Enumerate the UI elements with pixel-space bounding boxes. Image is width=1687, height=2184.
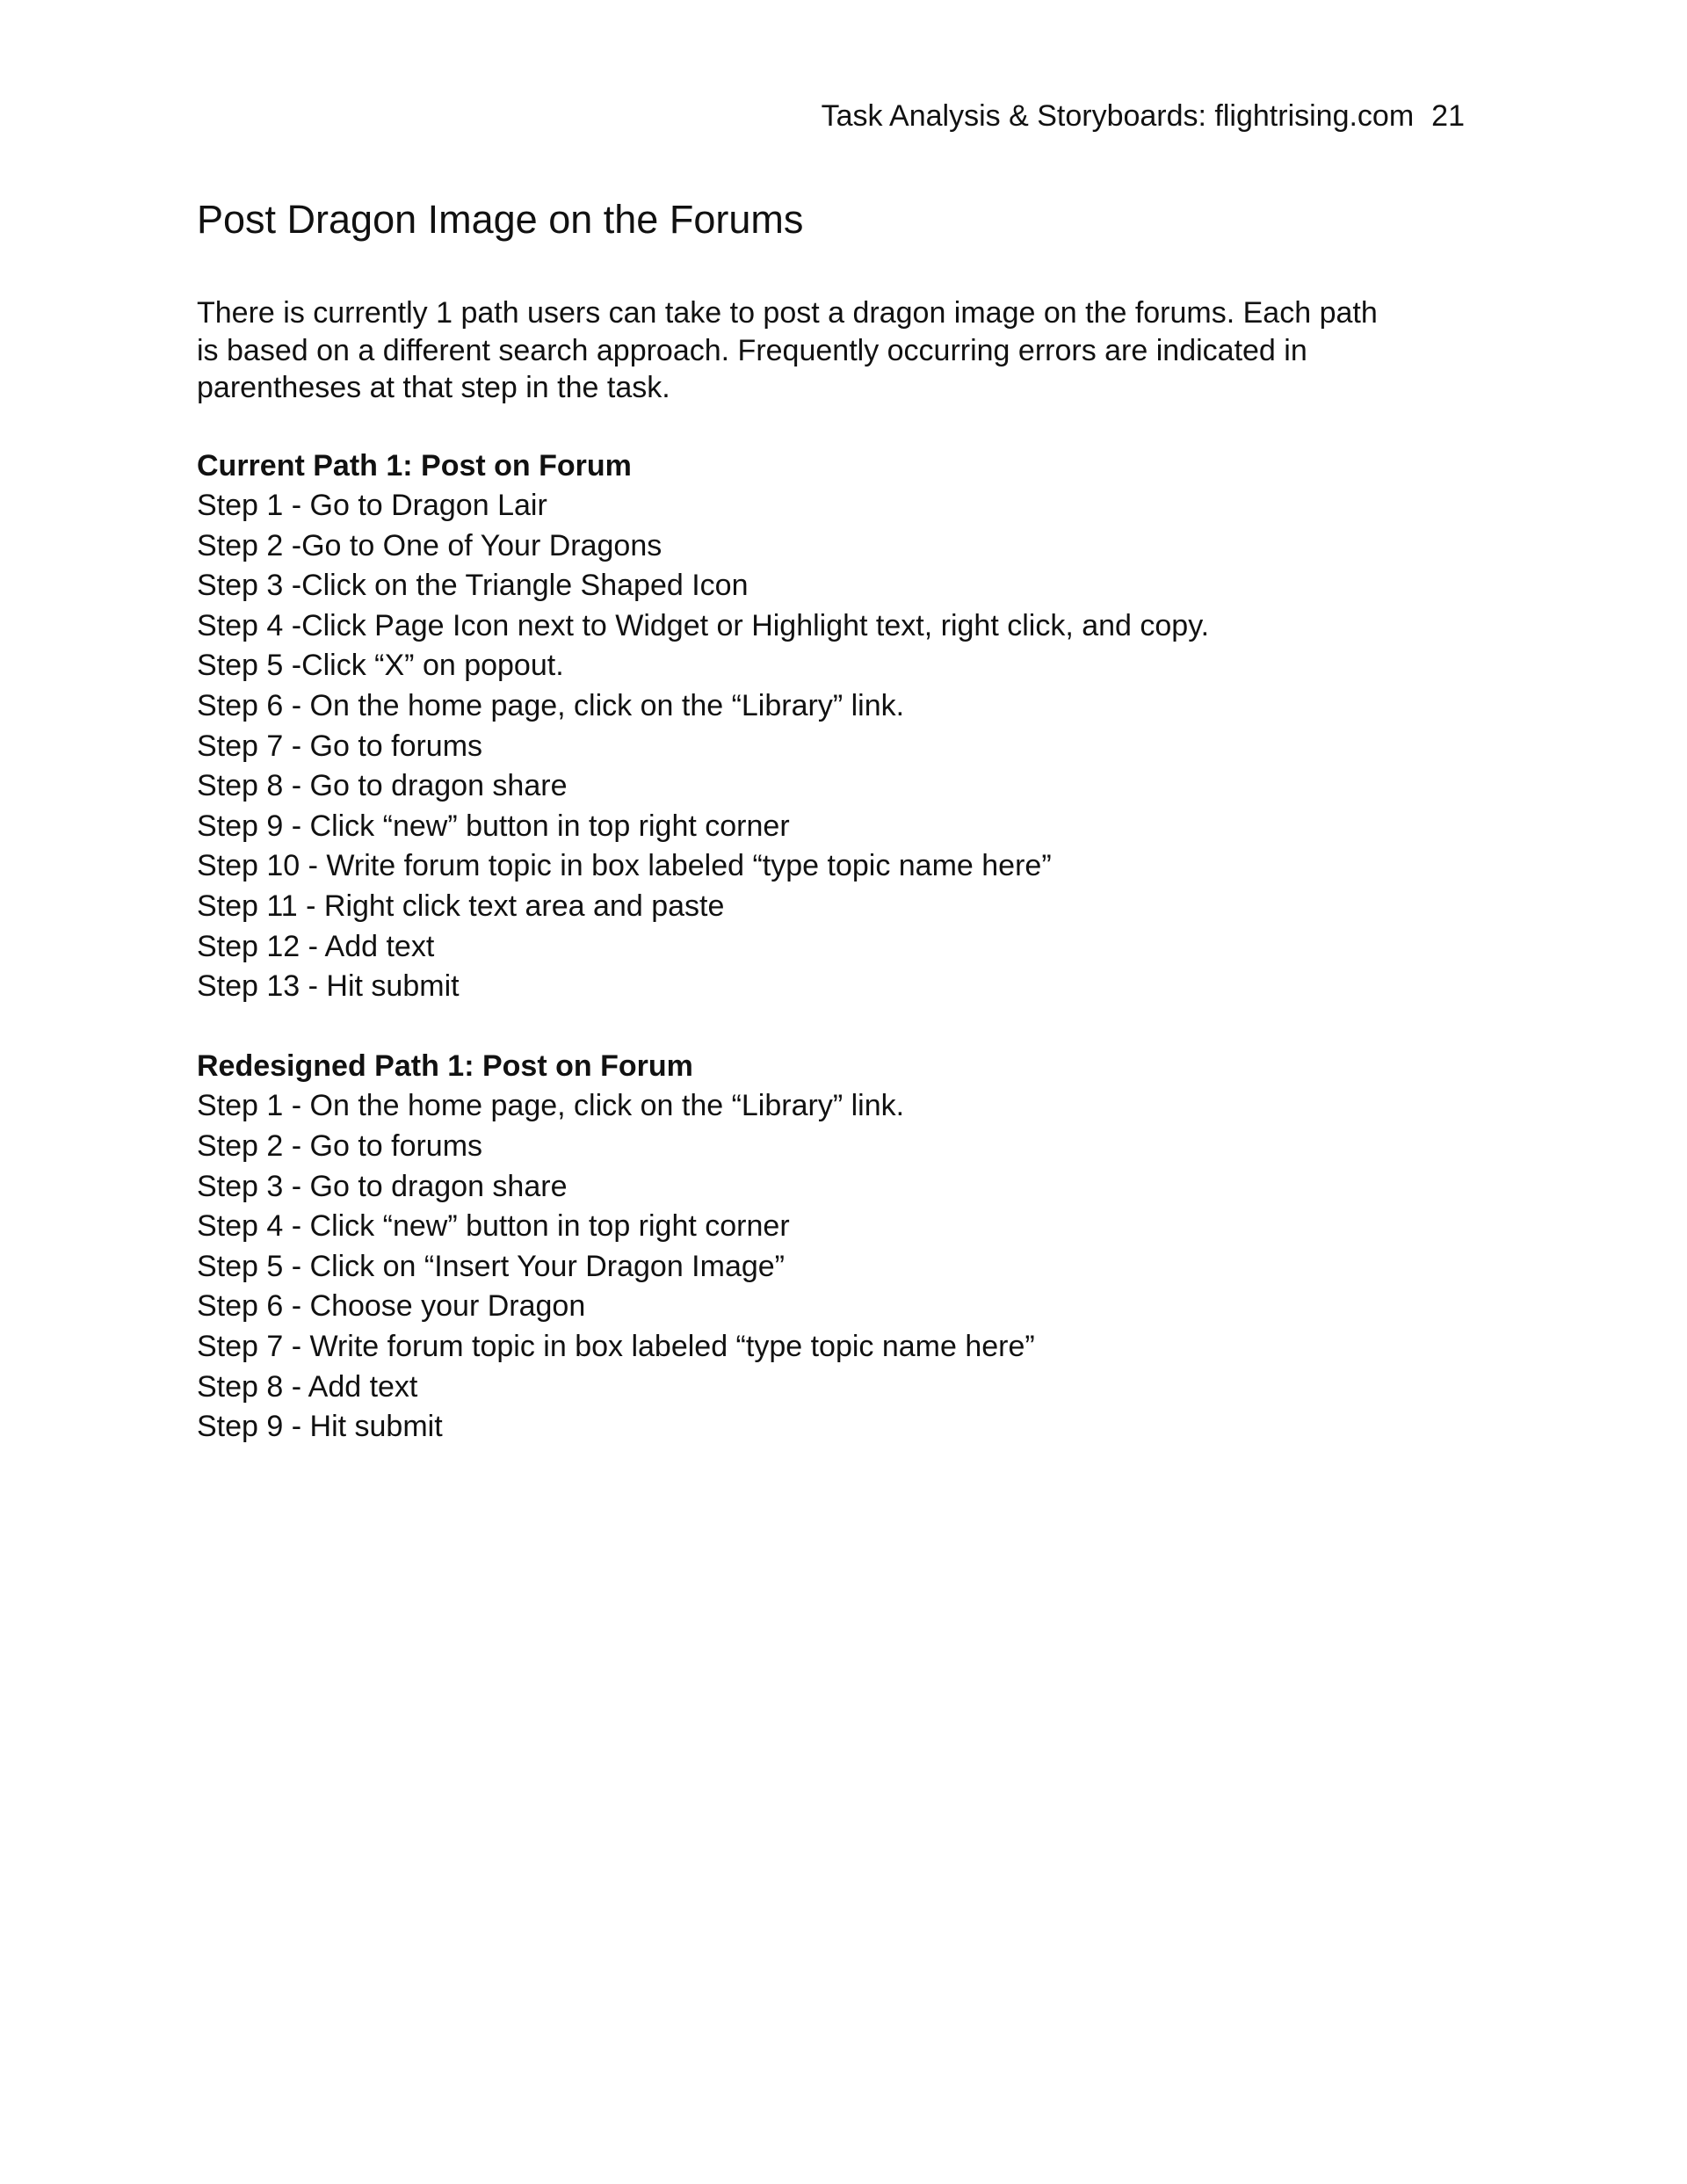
intro-paragraph: There is currently 1 path users can take to post a dragon image on the forums. Each path is based on a different search approach. Frequently occurring errors are indicated in parentheses at that step in the task. <box>197 296 1378 404</box>
current-path-steps <box>197 486 1462 1007</box>
step-item: Step 9 - Click “new” button in top right corner <box>197 809 790 843</box>
document-body <box>197 195 1462 1448</box>
step-item: Step 6 - Choose your Dragon <box>197 1289 586 1324</box>
page-title: Post Dragon Image on the Forums <box>197 197 804 242</box>
redesigned-path-steps <box>197 1086 1462 1447</box>
step-item: Step 8 - Go to dragon share <box>197 769 568 803</box>
step-item: Step 2 -Go to One of Your Dragons <box>197 528 662 562</box>
step-item: Step 13 - Hit submit <box>197 969 460 1004</box>
running-title: Task Analysis & Storyboards: flightrising.com <box>821 99 1415 133</box>
step-item: Step 3 - Go to dragon share <box>197 1169 568 1203</box>
step-item: Step 7 - Go to forums <box>197 729 483 763</box>
step-item: Step 2 - Go to forums <box>197 1129 483 1163</box>
step-item: Step 3 -Click on the Triangle Shaped Icon <box>197 569 749 603</box>
step-item: Step 4 - Click “new” button in top right corner <box>197 1209 790 1244</box>
step-item: Step 12 - Add text <box>197 929 435 963</box>
step-item: Step 8 - Add text <box>197 1369 418 1404</box>
step-item: Step 5 - Click on “Insert Your Dragon Image” <box>197 1249 785 1283</box>
step-item: Step 4 -Click Page Icon next to Widget or Highlight text, right click, and copy. <box>197 608 1210 642</box>
current-path-section <box>197 446 1462 1007</box>
step-item: Step 5 -Click “X” on popout. <box>197 649 564 683</box>
step-item: Step 7 - Write forum topic in box labeled “type topic name here” <box>197 1329 1035 1363</box>
step-item: Step 1 - Go to Dragon Lair <box>197 489 547 523</box>
redesigned-path-section <box>197 1047 1462 1448</box>
redesigned-path-heading: Redesigned Path 1: Post on Forum <box>197 1048 693 1083</box>
page-header <box>822 98 1465 134</box>
step-item: Step 9 - Hit submit <box>197 1410 443 1444</box>
step-item: Step 1 - On the home page, click on the “Library” link. <box>197 1089 905 1123</box>
page-number: 21 <box>1431 99 1465 133</box>
step-item: Step 11 - Right click text area and paste <box>197 889 725 924</box>
step-item: Step 6 - On the home page, click on the “Library” link. <box>197 689 905 723</box>
current-path-heading: Current Path 1: Post on Forum <box>197 448 632 483</box>
step-item: Step 10 - Write forum topic in box labeled “type topic name here” <box>197 849 1052 883</box>
